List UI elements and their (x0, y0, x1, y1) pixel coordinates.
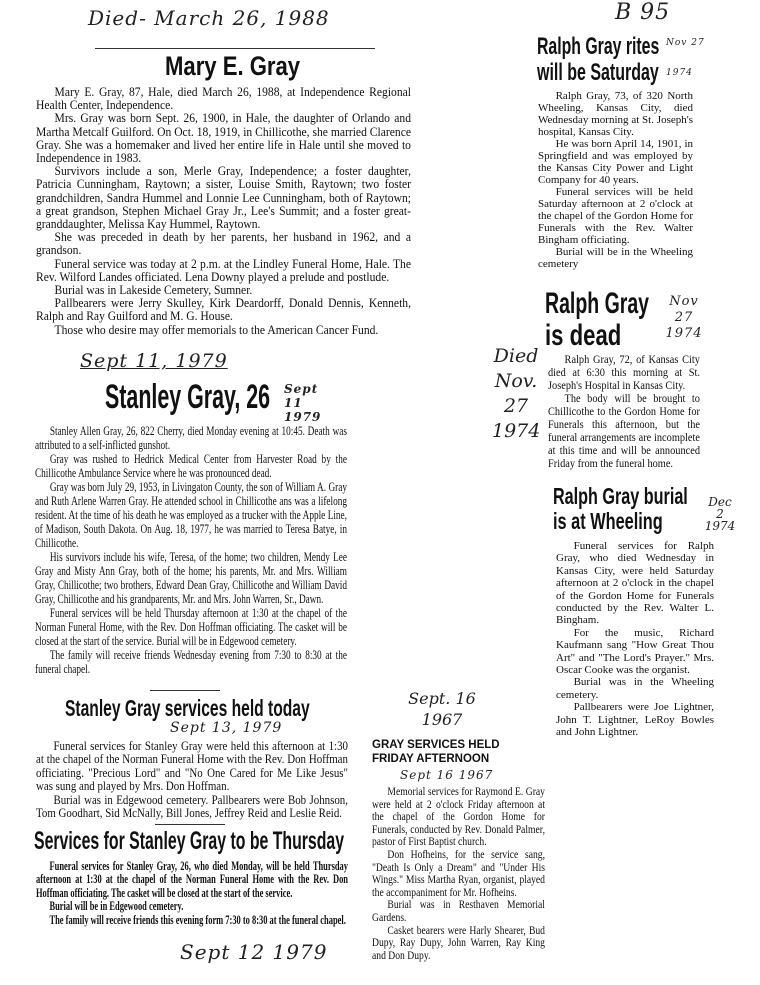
paragraph: Those who desire may offer memorials to the American Cancer Fund. (54, 322, 379, 337)
handwritten-date: Nov 27 1974 (665, 294, 703, 341)
article-title-line1: Ralph Gray rites (537, 33, 660, 60)
handwritten-line: 27 (503, 395, 529, 417)
article-title-line2: is dead (545, 319, 622, 352)
paragraph: Burial was in Edgewood cemetery. Pallbearers were Bob Johnson, Tom Goodhart, Sid McNally, Bill Jones, Jeffrey Reid and Leslie Reid. (36, 792, 348, 821)
paragraph: He was born April 14, 1901, in Springfield and was employed by the Kansas City Power and Light Company for 40 years. (538, 138, 693, 186)
paragraph: The family will receive friends this evening form 7:30 to 8:30 at the funeral chapel. (49, 912, 346, 927)
paragraph: Memorial services for Raymond E. Gray were held at 2 o'clock Friday afternoon at the chapel of the Gordon Home for Funerals, conducted by Rev. Donald Palmer, pastor of First Baptist church. (372, 786, 545, 849)
paragraph: Burial was in the Wheeling cemetery. (556, 676, 714, 701)
paragraph: The body will be brought to Chillicothe to the Gordon Home for Funerals this afternoon, but the funeral arrangements are incomplete at this time and will be announced Friday from the funeral home. (548, 393, 700, 470)
page-note-handwritten: B 95 (615, 0, 671, 25)
handwritten-line: Nov. (494, 370, 538, 392)
handwritten-date: Nov 27 (666, 38, 705, 48)
handwritten-died-note (492, 344, 540, 444)
raymond-body (372, 786, 545, 962)
rites-body (538, 90, 693, 270)
article-title: Services for Stanley Gray to be Thursday (34, 827, 345, 855)
raymond-title (372, 738, 500, 766)
paragraph: His survivors include his wife, Teresa, of the home; two children, Mendy Lee Gray and Misty Ann Gray, both of the home; his parents, Mr. and Mrs. William Gray, Chillicothe; two brothers, Edward Dean Gray, Chillicothe and William David Gray, Chillicothe and his grandparents, Mr. and Mrs. John Warren, Sr., Dawn. (35, 550, 347, 606)
handwritten-line: 2 (716, 507, 724, 521)
paragraph: Casket bearers were Harly Shearer, Bud Dupy, Ray Dupy, John Warren, Ray King and Don Dupy. (372, 924, 545, 962)
handwritten-line: 1974 (704, 519, 736, 533)
paragraph: Burial was in Lakeside Cemetery, Sumner. (54, 283, 253, 298)
paragraph: Pallbearers were Jerry Skulley, Kirk Deardorff, Donald Dennis, Kenneth, Ralph and Ray Guilford and M. G. House. (36, 296, 411, 324)
handwritten-date: Sept 11, 1979 (80, 350, 228, 372)
paragraph: Burial was in Resthaven Memorial Gardens. (372, 899, 545, 924)
paragraph: Gray was born July 29, 1953, in Livingaton County, the son of William A. Gray and Ruth Arlene Warren Gray. He attended school in Chillicothe ans was a lifelong resident. At the time of his death he was employed as a trucker with the Apple Line, of Madison, South Dakota. On Aug. 18, 1977, he was married to Teresa Batye, in Chillicothe. (35, 480, 347, 550)
paragraph: Don Hofheins, for the service sang, "Death Is Only a Dream" and "Under His Wings." Miss Martha Ryan, organist, played the accompaniment for Mr. Hofheins. (372, 848, 545, 899)
paragraph: Burial will be in Edgewood cemetery. (49, 899, 184, 914)
held-today-body (36, 740, 348, 820)
paragraph: Pallbearers were Joe Lightner, John T. Lightner, LeRoy Bowles and John Lightner. (556, 701, 714, 739)
paragraph: She was preceded in death by her parents, her husband in 1962, and a grandson. (36, 230, 411, 258)
paragraph: For the music, Richard Kaufmann sang "How Great Thou Art" and "The Lord's Prayer." Mrs. Oscar Cooke was the organist. (556, 626, 714, 677)
paragraph: Gray was rushed to Hedrick Medical Center from Harvester Road by the Chillicothe Ambulance Service where he was pronounced dead. (35, 452, 347, 480)
paragraph: The family will receive friends Wednesday evening from 7:30 to 8:30 at the funeral chapel. (35, 648, 347, 676)
mary-obituary-body (36, 86, 411, 337)
paragraph: Ralph Gray, 73, of 320 North Wheeling, Kansas City, died Wednesday morning at St. Joseph's hospital, Kansas City. (538, 90, 693, 138)
handwritten-line: 1967 (421, 710, 463, 729)
handwritten-line: 1974 (492, 420, 541, 442)
article-title-line1: Ralph Gray burial (553, 483, 688, 509)
thursday-body (36, 860, 348, 927)
article-title-line2: will be Saturday (537, 59, 659, 86)
handwritten-date: Sept 11 1979 (284, 382, 322, 424)
handwritten-date (700, 496, 740, 532)
handwritten-date (402, 688, 482, 730)
handwritten-date: 1974 (666, 68, 693, 78)
dead-body (548, 354, 700, 471)
article-title-line1: GRAY SERVICES HELD (372, 739, 500, 751)
divider (150, 690, 220, 691)
handwritten-line: Sept. 16 (408, 689, 476, 708)
paragraph: Mrs. Gray was born Sept. 26, 1900, in Hale, the daughter of Orlando and Martha Metcalf Guilford. On Oct. 18, 1919, in Chillicothe, she married Clarence Gray. She was a homemaker and lived her entire life in Hale until she moved to Independence in 1983. (36, 111, 411, 166)
handwritten-date: Sept 13, 1979 (170, 720, 283, 736)
handwritten-date: Sept 16 1967 (400, 768, 494, 782)
paragraph: Funeral service was today at 2 p.m. at the Lindley Funeral Home, Hale. The Rev. Wilford Landes officiated. Lena Downy played a prelude and postlude. (36, 256, 411, 284)
paragraph: Funeral services for Ralph Gray, who died Wednesday in Kansas City, were held Saturday afternoon at 2 o'clock in the chapel of the Gordon Home for Funerals conducted by the Rev. Walter L. Bingham. (556, 540, 714, 627)
handwritten-line: Died (493, 345, 539, 367)
burial-body (556, 540, 714, 739)
paragraph: Stanley Allen Gray, 26, 822 Cherry, died Monday evening at 10:45. Death was attributed to a self-inflicted gunshot. (35, 424, 347, 452)
paragraph: Funeral services will be held Thursday afternoon at 1:30 at the chapel of the Norman Funeral Home, with the Rev. Don Hoffman officiating. The casket will be closed at the start of the service. Burial will be in Edgewood cemetery. (35, 606, 347, 648)
paragraph: Survivors include a son, Merle Gray, Independence; a foster daughter, Patricia Cunningham, Raytown; a sister, Louise Smith, Raytown; two foster grandchildren, Sandra Hummel and Lonnie Lee Cunningham, both of Raytown; a great grandson, Stephen Michael Gray Jr., Lee's Summit; and a foster great-granddaughter, Melissa Kay Hummel, Raytown. (36, 164, 411, 232)
handwritten-line: Dec (708, 495, 732, 509)
paragraph: Mary E. Gray, 87, Hale, died March 26, 1988, at Independence Regional Health Center, Independence. (36, 85, 411, 113)
article-title-line2: FRIDAY AFTERNOON (372, 753, 490, 765)
handwritten-date: Died- March 26, 1988 (88, 6, 330, 30)
obituary-title: Stanley Gray, 26 (105, 378, 271, 416)
divider (95, 48, 375, 49)
handwritten-date: Sept 12 1979 (180, 940, 328, 964)
divider (155, 824, 225, 825)
paragraph: Funeral services for Stanley Gray were held this afternoon at 1:30 at the chapel of the Norman Funeral Home with the Rev. Don Hoffman officiating. "Precious Lord" and "No One Cared for Me Like Jesus" was sung and played by Mrs. Don Hoffman. (36, 739, 348, 794)
article-title: Stanley Gray services held today (65, 695, 310, 721)
paragraph: Burial will be in the Wheeling cemetery (538, 246, 693, 270)
article-title-line2: is at Wheeling (553, 508, 663, 534)
article-title-line1: Ralph Gray (545, 287, 650, 320)
paragraph: Funeral services will be held Saturday afternoon at 2 o'clock at the chapel of the Gordon Home for Funerals with the Rev. Walter Bingham officiating. (538, 186, 693, 246)
obituary-title: Mary E. Gray (165, 51, 301, 81)
stanley-obituary-body (35, 424, 347, 676)
paragraph: Funeral services for Stanley Gray, 26, who died Monday, will be held Thursday afternoon at 1:30 at the chapel of the Norman Funeral Home with the Rev. Don Hoffman officiating. The casket will be closed at the start of the service. (36, 859, 348, 900)
paragraph: Ralph Gray, 72, of Kansas City died at 6:30 this morning at St. Joseph's Hospital in Kansas City. (548, 354, 700, 392)
